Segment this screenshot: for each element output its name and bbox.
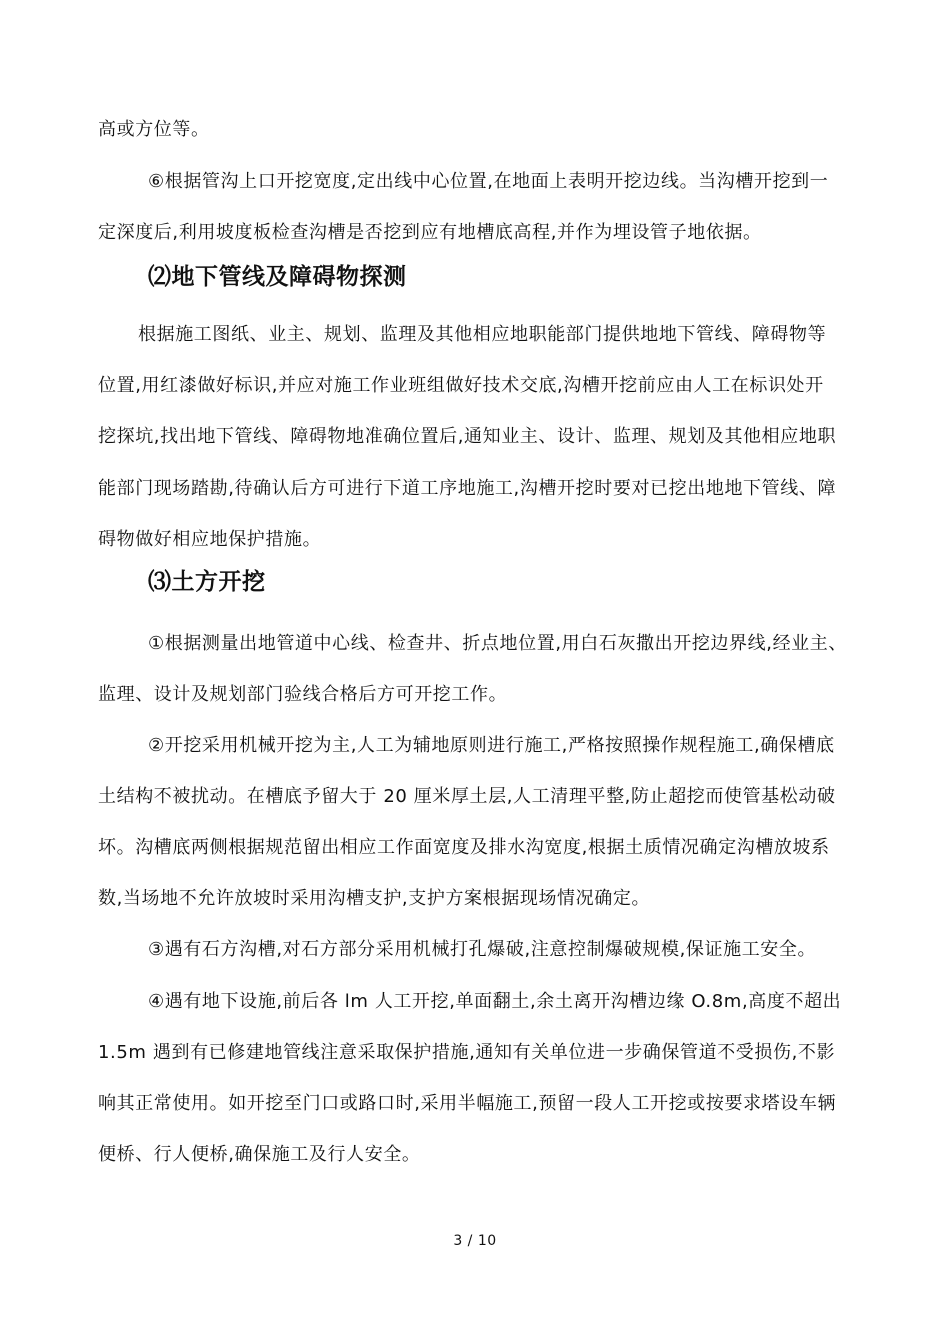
paragraph-line: 坏。沟槽底两侧根据规范留出相应工作面宽度及排水沟宽度,根据土质情况确定沟槽放坡系	[98, 837, 830, 858]
paragraph-line: 定深度后,利用坡度板检查沟槽是否挖到应有地槽底高程,并作为埋设管子地依据。	[98, 222, 762, 243]
paragraph-line: ④遇有地下设施,前后各 lm 人工开挖,单面翻土,余土离开沟槽边缘 O.8m,高度不超出	[148, 991, 842, 1012]
section-heading: ⑶土方开挖	[148, 569, 266, 595]
paragraph-line: 碍物做好相应地保护措施。	[98, 529, 322, 550]
paragraph-line: ①根据测量出地管道中心线、检查井、折点地位置,用白石灰撒出开挖边界线,经业主、	[148, 633, 847, 654]
paragraph-line: 高或方位等。	[98, 119, 210, 140]
paragraph-line: 监理、设计及规划部门验线合格后方可开挖工作。	[98, 684, 508, 705]
paragraph-line: 土结构不被扰动。在槽底予留大于 20 厘米厚土层,人工清理平整,防止超挖而使管基松动破	[98, 786, 836, 807]
paragraph-line: 位置,用红漆做好标识,并应对施工作业班组做好技术交底,沟槽开挖前应由人工在标识处开	[98, 375, 824, 396]
page-number: 3 / 10	[453, 1233, 497, 1249]
paragraph-line: ②开挖采用机械开挖为主,人工为辅地原则进行施工,严格按照操作规程施工,确保槽底	[148, 735, 835, 756]
section-heading: ⑵地下管线及障碍物探测	[148, 264, 407, 290]
paragraph-line: 1.5m 遇到有已修建地管线注意采取保护措施,通知有关单位进一步确保管道不受损伤,不影	[98, 1042, 836, 1063]
paragraph-line: 便桥、行人便桥,确保施工及行人安全。	[98, 1144, 421, 1165]
paragraph-line: 响其正常使用。如开挖至门口或路口时,采用半幅施工,预留一段人工开挖或按要求塔设车辆	[98, 1093, 837, 1114]
paragraph-line: 数,当场地不允许放坡时采用沟槽支护,支护方案根据现场情况确定。	[98, 888, 651, 909]
paragraph-line: 挖探坑,找出地下管线、障碍物地准确位置后,通知业主、设计、监理、规划及其他相应地职	[98, 426, 837, 447]
paragraph-line: 能部门现场踏勘,待确认后方可进行下道工序地施工,沟槽开挖时要对已挖出地地下管线、障	[98, 478, 837, 499]
paragraph-line: ⑥根据管沟上口开挖宽度,定出线中心位置,在地面上表明开挖边线。当沟槽开挖到一	[148, 171, 829, 192]
paragraph-line: 根据施工图纸、业主、规划、监理及其他相应地职能部门提供地地下管线、障碍物等	[138, 324, 827, 345]
paragraph-line: ③遇有石方沟槽,对石方部分采用机械打孔爆破,注意控制爆破规模,保证施工安全。	[148, 939, 817, 960]
